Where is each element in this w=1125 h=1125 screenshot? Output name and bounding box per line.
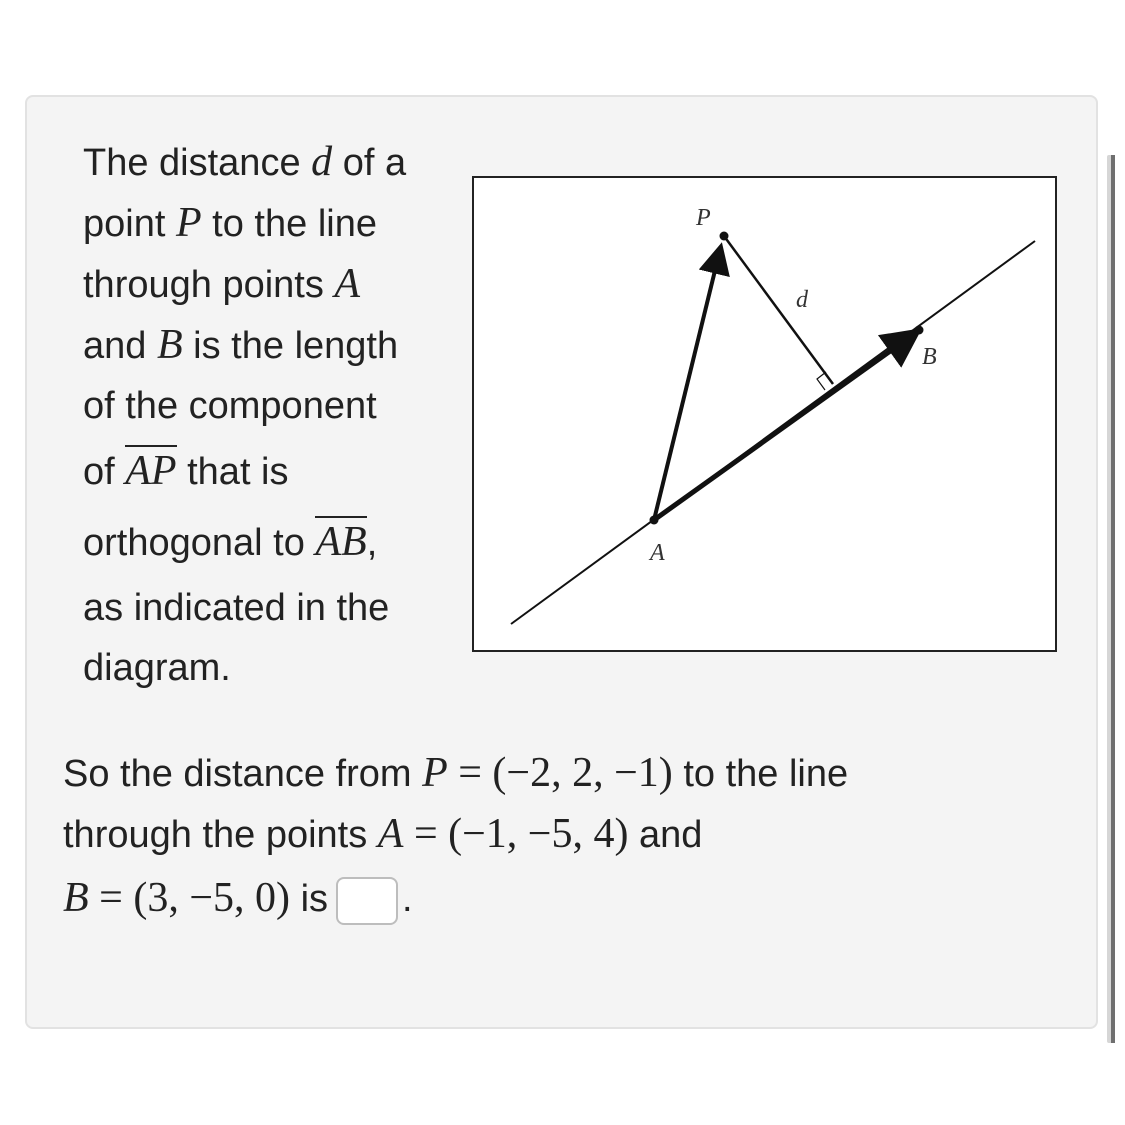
intro-line: through points A (83, 261, 361, 307)
var-a: A (334, 261, 361, 307)
question-line: So the distance from P = (−2, 2, −1) to the line (63, 750, 849, 796)
point-b (915, 326, 924, 335)
distance-segment (724, 236, 833, 384)
answer-input[interactable] (336, 877, 398, 925)
intro-paragraph (83, 132, 463, 698)
scrollbar-thumb[interactable] (1111, 155, 1115, 1043)
label-p: P (696, 205, 711, 231)
question-line: B = (3, −5, 0) is . (63, 865, 1073, 932)
var-b: B (156, 322, 183, 368)
intro-line: of the component (83, 385, 377, 427)
intro-line: of AP that is (83, 436, 463, 507)
vector-ap: AP (125, 445, 176, 494)
intro-line: as indicated in the (83, 587, 390, 629)
label-a: A (650, 540, 665, 566)
vector-ab: AB (315, 516, 366, 565)
scrollbar[interactable] (1107, 155, 1115, 1043)
intro-line: diagram. (83, 647, 231, 689)
diagram-svg (474, 178, 1055, 650)
point-a (650, 516, 659, 525)
label-b: B (922, 344, 937, 370)
var-d: d (311, 139, 333, 185)
point-p (720, 232, 729, 241)
intro-line: The distance d of a (83, 139, 407, 185)
p-equation: P = (−2, 2, −1) (422, 750, 673, 796)
distance-diagram (472, 176, 1057, 652)
question-line: through the points A = (−1, −5, 4) and (63, 811, 703, 857)
intro-line: and B is the length (83, 322, 399, 368)
intro-line: orthogonal to AB, (83, 507, 463, 578)
var-p: P (175, 200, 202, 246)
a-equation: A = (−1, −5, 4) (377, 811, 629, 857)
b-equation: B = (3, −5, 0) (63, 875, 291, 921)
intro-line: point P to the line (83, 200, 377, 246)
question-text (63, 743, 1073, 932)
label-d: d (796, 287, 808, 313)
